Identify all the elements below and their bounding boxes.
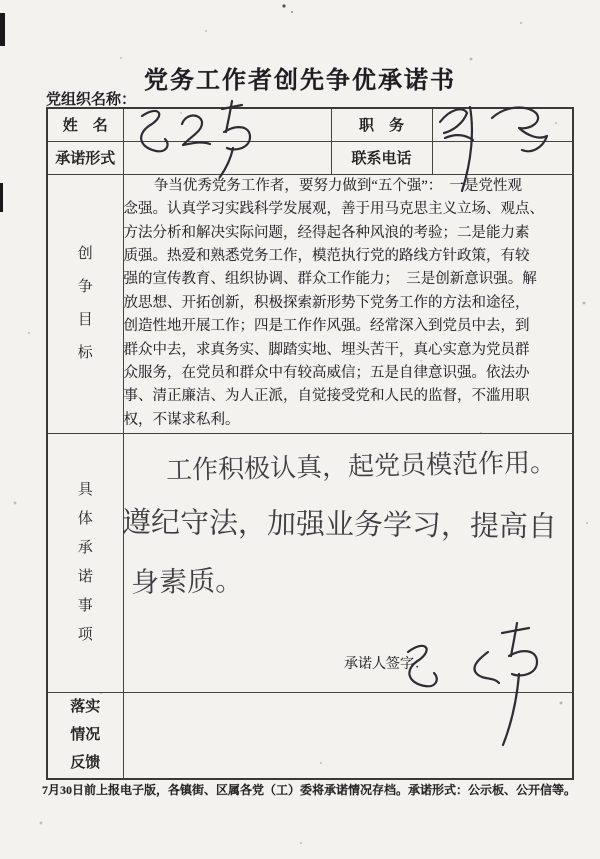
feedback-label-line: 落实	[70, 698, 101, 716]
pledge-label-char: 体	[77, 510, 93, 527]
goal-text-line: 创造性地开展工作；四是工作作风强。经常深入到党员中去，到	[123, 318, 530, 335]
pledge-form-label: 承诺形式	[47, 141, 123, 174]
feedback-label-vertical	[48, 693, 123, 777]
phone-label: 联系电话	[331, 141, 432, 174]
goal-label-char: 创	[77, 245, 93, 262]
goal-text-line: 事、清正廉洁、为人正派，自觉接受党和人民的监督，不滥用职	[123, 388, 530, 405]
goal-label-char: 标	[77, 344, 93, 361]
pledge-label-char: 诺	[77, 568, 93, 585]
pledge-label-char: 事	[77, 597, 93, 614]
handwritten-pledge-line-2: 遵纪守法，加强业务学习，提高自	[121, 504, 558, 544]
goal-text-line: 众服务，在党员和群众中有较高威信；五是自律意识强。依法办	[123, 365, 530, 382]
name-signature-handwriting	[128, 100, 288, 180]
feedback-label-cell	[47, 692, 123, 779]
position-label: 职 务	[331, 108, 432, 141]
goal-text-line: 权，不谋求私利。	[123, 411, 240, 428]
handwritten-pledge-line-3: 身素质。	[130, 564, 244, 599]
goal-label-cell	[47, 174, 123, 433]
signer-label: 承诺人签字：	[344, 657, 428, 672]
feedback-label-line: 反馈	[70, 754, 101, 772]
signer-signature-handwriting	[400, 622, 550, 752]
goal-text-line: 方法分析和解决实际问题，经得起各种风浪的考验；二是能力素	[123, 224, 530, 241]
pledge-label-char: 承	[77, 539, 93, 556]
position-signature-handwriting	[432, 98, 572, 198]
scan-edge-artifact	[0, 183, 3, 212]
pledge-label-char: 具	[77, 481, 93, 498]
goal-text-line: 念强。认真学习实践科学发展观，善于用马克思主义立场、观点、	[123, 201, 544, 218]
goal-text-line: 群众中去，求真务实、脚踏实地、埋头苦干，真心实意为党员群	[123, 341, 530, 358]
goal-label-vertical	[48, 238, 123, 370]
pledge-label-cell	[47, 433, 123, 692]
goal-label-char: 争	[77, 278, 93, 295]
pledge-label-vertical	[48, 476, 123, 650]
goal-text-cell	[123, 174, 573, 433]
feedback-label-line: 情况	[70, 726, 101, 744]
scan-noise-specks	[0, 0, 2, 2]
goal-text-line: 质强。热爱和熟悉党务工作，模范执行党的路线方针政策，有较	[123, 247, 530, 264]
name-label: 姓 名	[47, 108, 123, 141]
goal-text-line: 争当优秀党务工作者，要努力做到“五个强”： 一是党性观	[153, 177, 523, 194]
goal-label-char: 目	[77, 311, 93, 328]
scan-edge-artifact	[0, 13, 5, 46]
goal-text-line: 放思想、开拓创新，积极探索新形势下党务工作的方法和途径，	[123, 294, 530, 311]
handwritten-pledge-line-1: 工作积极认真，起党员模范作用。	[165, 447, 557, 487]
pledge-label-char: 项	[77, 626, 93, 643]
footer-note: 7月30日前上报电子版，各镇街、区属各党（工）委将承诺情况存档。承诺形式：公示板、公开信等。	[42, 783, 577, 797]
page-title: 党务工作者创先争优承诺书	[144, 67, 456, 94]
org-name-label: 党组织名称：	[46, 91, 137, 108]
goal-text-line: 强的宣传教育、组织协调、群众工作能力； 三是创新意识强。解	[123, 271, 537, 288]
